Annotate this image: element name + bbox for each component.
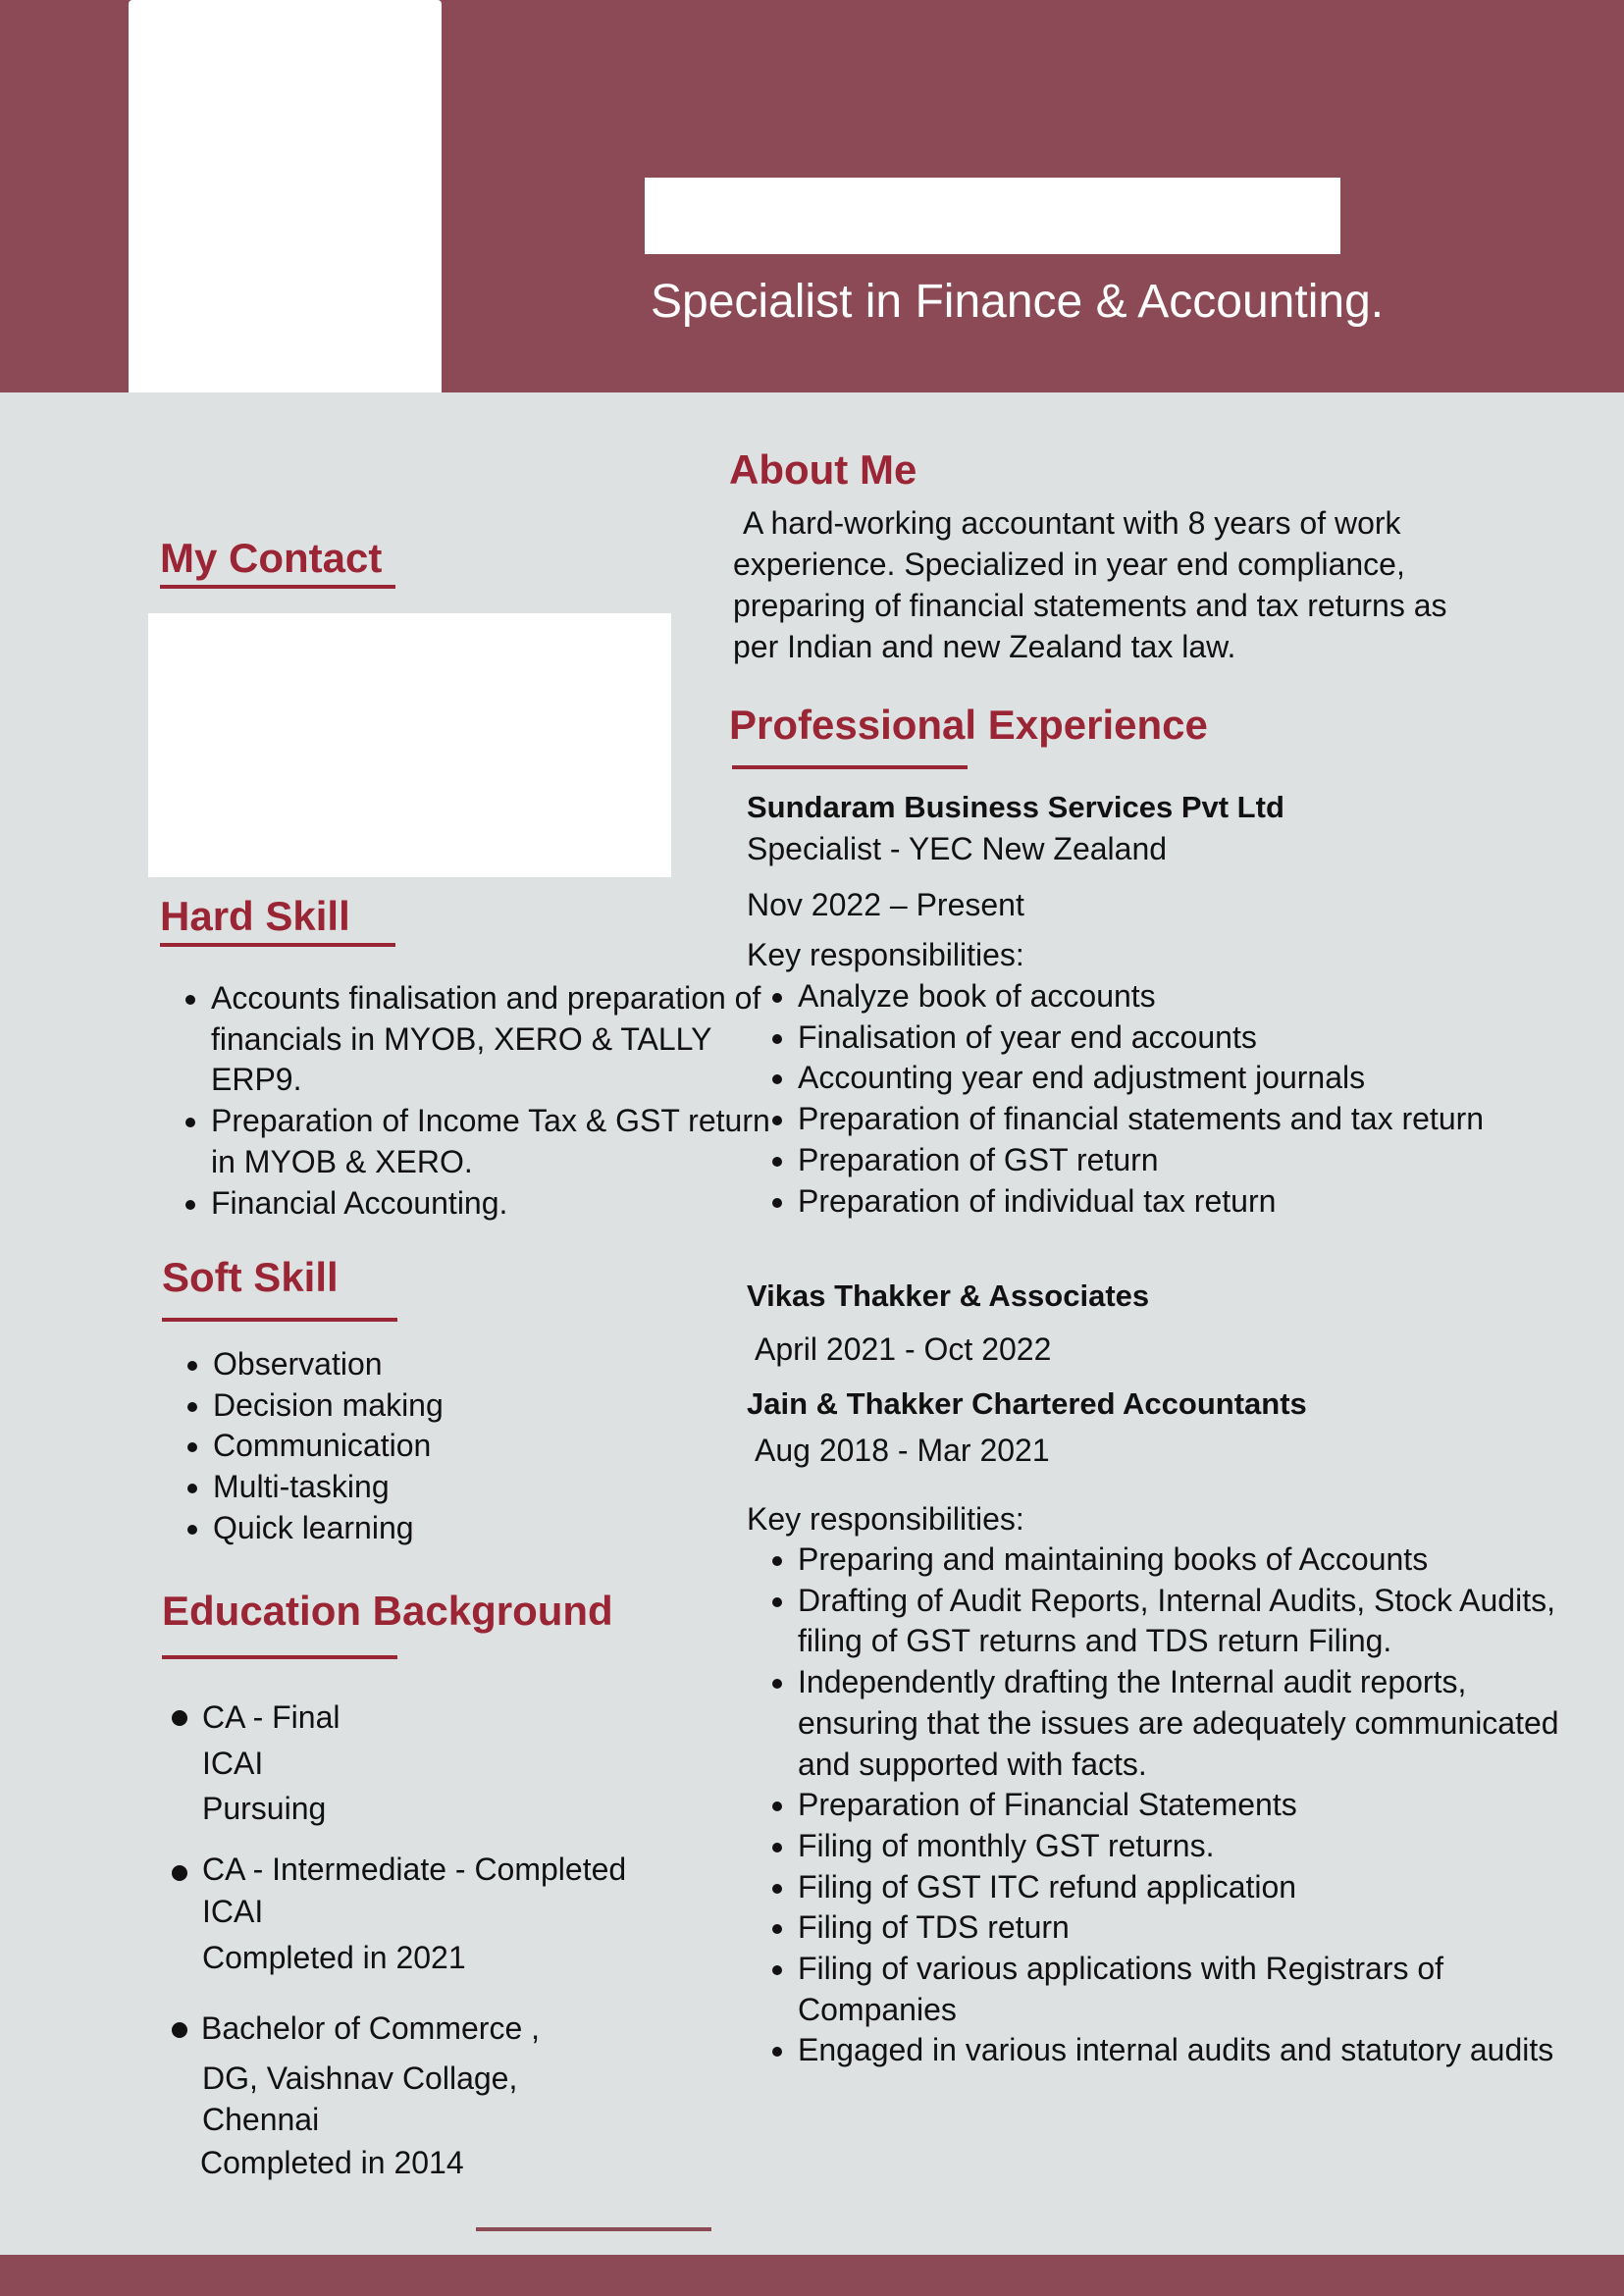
job-company: Sundaram Business Services Pvt Ltd xyxy=(747,790,1284,824)
job-role: Specialist - YEC New Zealand xyxy=(747,831,1168,866)
bullet-icon xyxy=(172,1865,187,1881)
footer-rule xyxy=(476,2227,711,2231)
footer-band xyxy=(0,2255,1624,2296)
list-item: • Quick learning xyxy=(213,1508,704,1549)
list-item: • Accounting year end adjustment journals xyxy=(798,1058,1563,1099)
education-institution: DG, Vaishnav Collage, xyxy=(202,2061,518,2096)
contact-heading-rule xyxy=(160,585,395,589)
job1-responsibilities xyxy=(747,976,1563,1222)
education-status: Pursuing xyxy=(202,1791,327,1826)
job3-responsibilities xyxy=(747,1539,1563,2071)
education-title: CA - Intermediate - Completed xyxy=(202,1852,627,1887)
soft-skill-list xyxy=(162,1344,704,1549)
list-item: • Preparation of Income Tax & GST return in MYOB & XERO. xyxy=(211,1101,770,1182)
list-item: • Preparation of financial statements and tax return xyxy=(798,1099,1563,1140)
about-text: A hard-working accountant with 8 years of work experience. Specialized in year end compliance, preparing of financial statements and tax returns as per Indian and new Zealand tax law. xyxy=(733,505,1447,664)
list-item: • Preparation of individual tax return xyxy=(798,1181,1563,1223)
list-item: • Drafting of Audit Reports, Internal Audits, Stock Audits, filing of GST returns and TDS return Filing. xyxy=(798,1581,1563,1662)
list-item: • Decision making xyxy=(213,1385,704,1427)
list-item: • Filing of TDS return xyxy=(798,1907,1563,1949)
soft-skill-rule xyxy=(162,1318,397,1322)
job-dates: Nov 2022 – Present xyxy=(747,887,1024,922)
education-institution: ICAI xyxy=(202,1894,264,1929)
responsibilities-label: Key responsibilities: xyxy=(747,937,1024,972)
about-heading: About Me xyxy=(729,446,917,493)
list-item: • Accounts finalisation and preparation of financials in MYOB, XERO & TALLY ERP9. xyxy=(211,978,770,1101)
education-rule xyxy=(162,1655,397,1659)
list-item: • Filing of GST ITC refund application xyxy=(798,1867,1563,1908)
list-item: • Financial Accounting. xyxy=(211,1183,770,1225)
job-company: Vikas Thakker & Associates xyxy=(747,1278,1150,1313)
job-dates: April 2021 - Oct 2022 xyxy=(755,1331,1052,1367)
profile-photo-placeholder xyxy=(129,0,442,392)
list-item: • Preparing and maintaining books of Accounts xyxy=(798,1539,1563,1581)
responsibilities-label: Key responsibilities: xyxy=(747,1501,1024,1537)
list-item: • Observation xyxy=(213,1344,704,1385)
education-title: CA - Final xyxy=(202,1699,341,1735)
contact-heading: My Contact xyxy=(160,535,383,581)
hard-skill-list xyxy=(160,978,770,1224)
list-item: • Communication xyxy=(213,1426,704,1467)
education-status: Completed in 2014 xyxy=(200,2145,464,2180)
education-location: Chennai xyxy=(202,2102,320,2137)
tagline: Specialist in Finance & Accounting. xyxy=(651,276,1385,328)
list-item: • Finalisation of year end accounts xyxy=(798,1018,1563,1059)
list-item: • Preparation of GST return xyxy=(798,1140,1563,1181)
experience-rule xyxy=(732,765,968,769)
education-title: Bachelor of Commerce , xyxy=(201,2010,541,2046)
hard-skill-rule xyxy=(160,943,395,947)
list-item: • Filing of monthly GST returns. xyxy=(798,1826,1563,1867)
soft-skill-heading: Soft Skill xyxy=(162,1254,339,1300)
list-item: • Multi-tasking xyxy=(213,1467,704,1508)
list-item: • Preparation of Financial Statements xyxy=(798,1785,1563,1826)
job-dates: Aug 2018 - Mar 2021 xyxy=(755,1433,1050,1468)
list-item: • Independently drafting the Internal audit reports, ensuring that the issues are adequately communicated and supported with facts. xyxy=(798,1662,1563,1785)
hard-skill-heading: Hard Skill xyxy=(160,893,350,939)
list-item: • Engaged in various internal audits and statutory audits xyxy=(798,2030,1563,2071)
list-item: • Analyze book of accounts xyxy=(798,976,1563,1018)
contact-details-placeholder xyxy=(148,613,671,877)
job-company: Jain & Thakker Chartered Accountants xyxy=(747,1386,1307,1421)
education-heading: Education Background xyxy=(162,1588,613,1634)
list-item: • Filing of various applications with Registrars of Companies xyxy=(798,1949,1563,2030)
name-placeholder xyxy=(645,178,1340,254)
bullet-icon xyxy=(172,1710,187,1726)
bullet-icon xyxy=(172,2022,187,2038)
education-status: Completed in 2021 xyxy=(202,1940,466,1975)
education-institution: ICAI xyxy=(202,1746,264,1781)
experience-heading: Professional Experience xyxy=(729,702,1208,748)
